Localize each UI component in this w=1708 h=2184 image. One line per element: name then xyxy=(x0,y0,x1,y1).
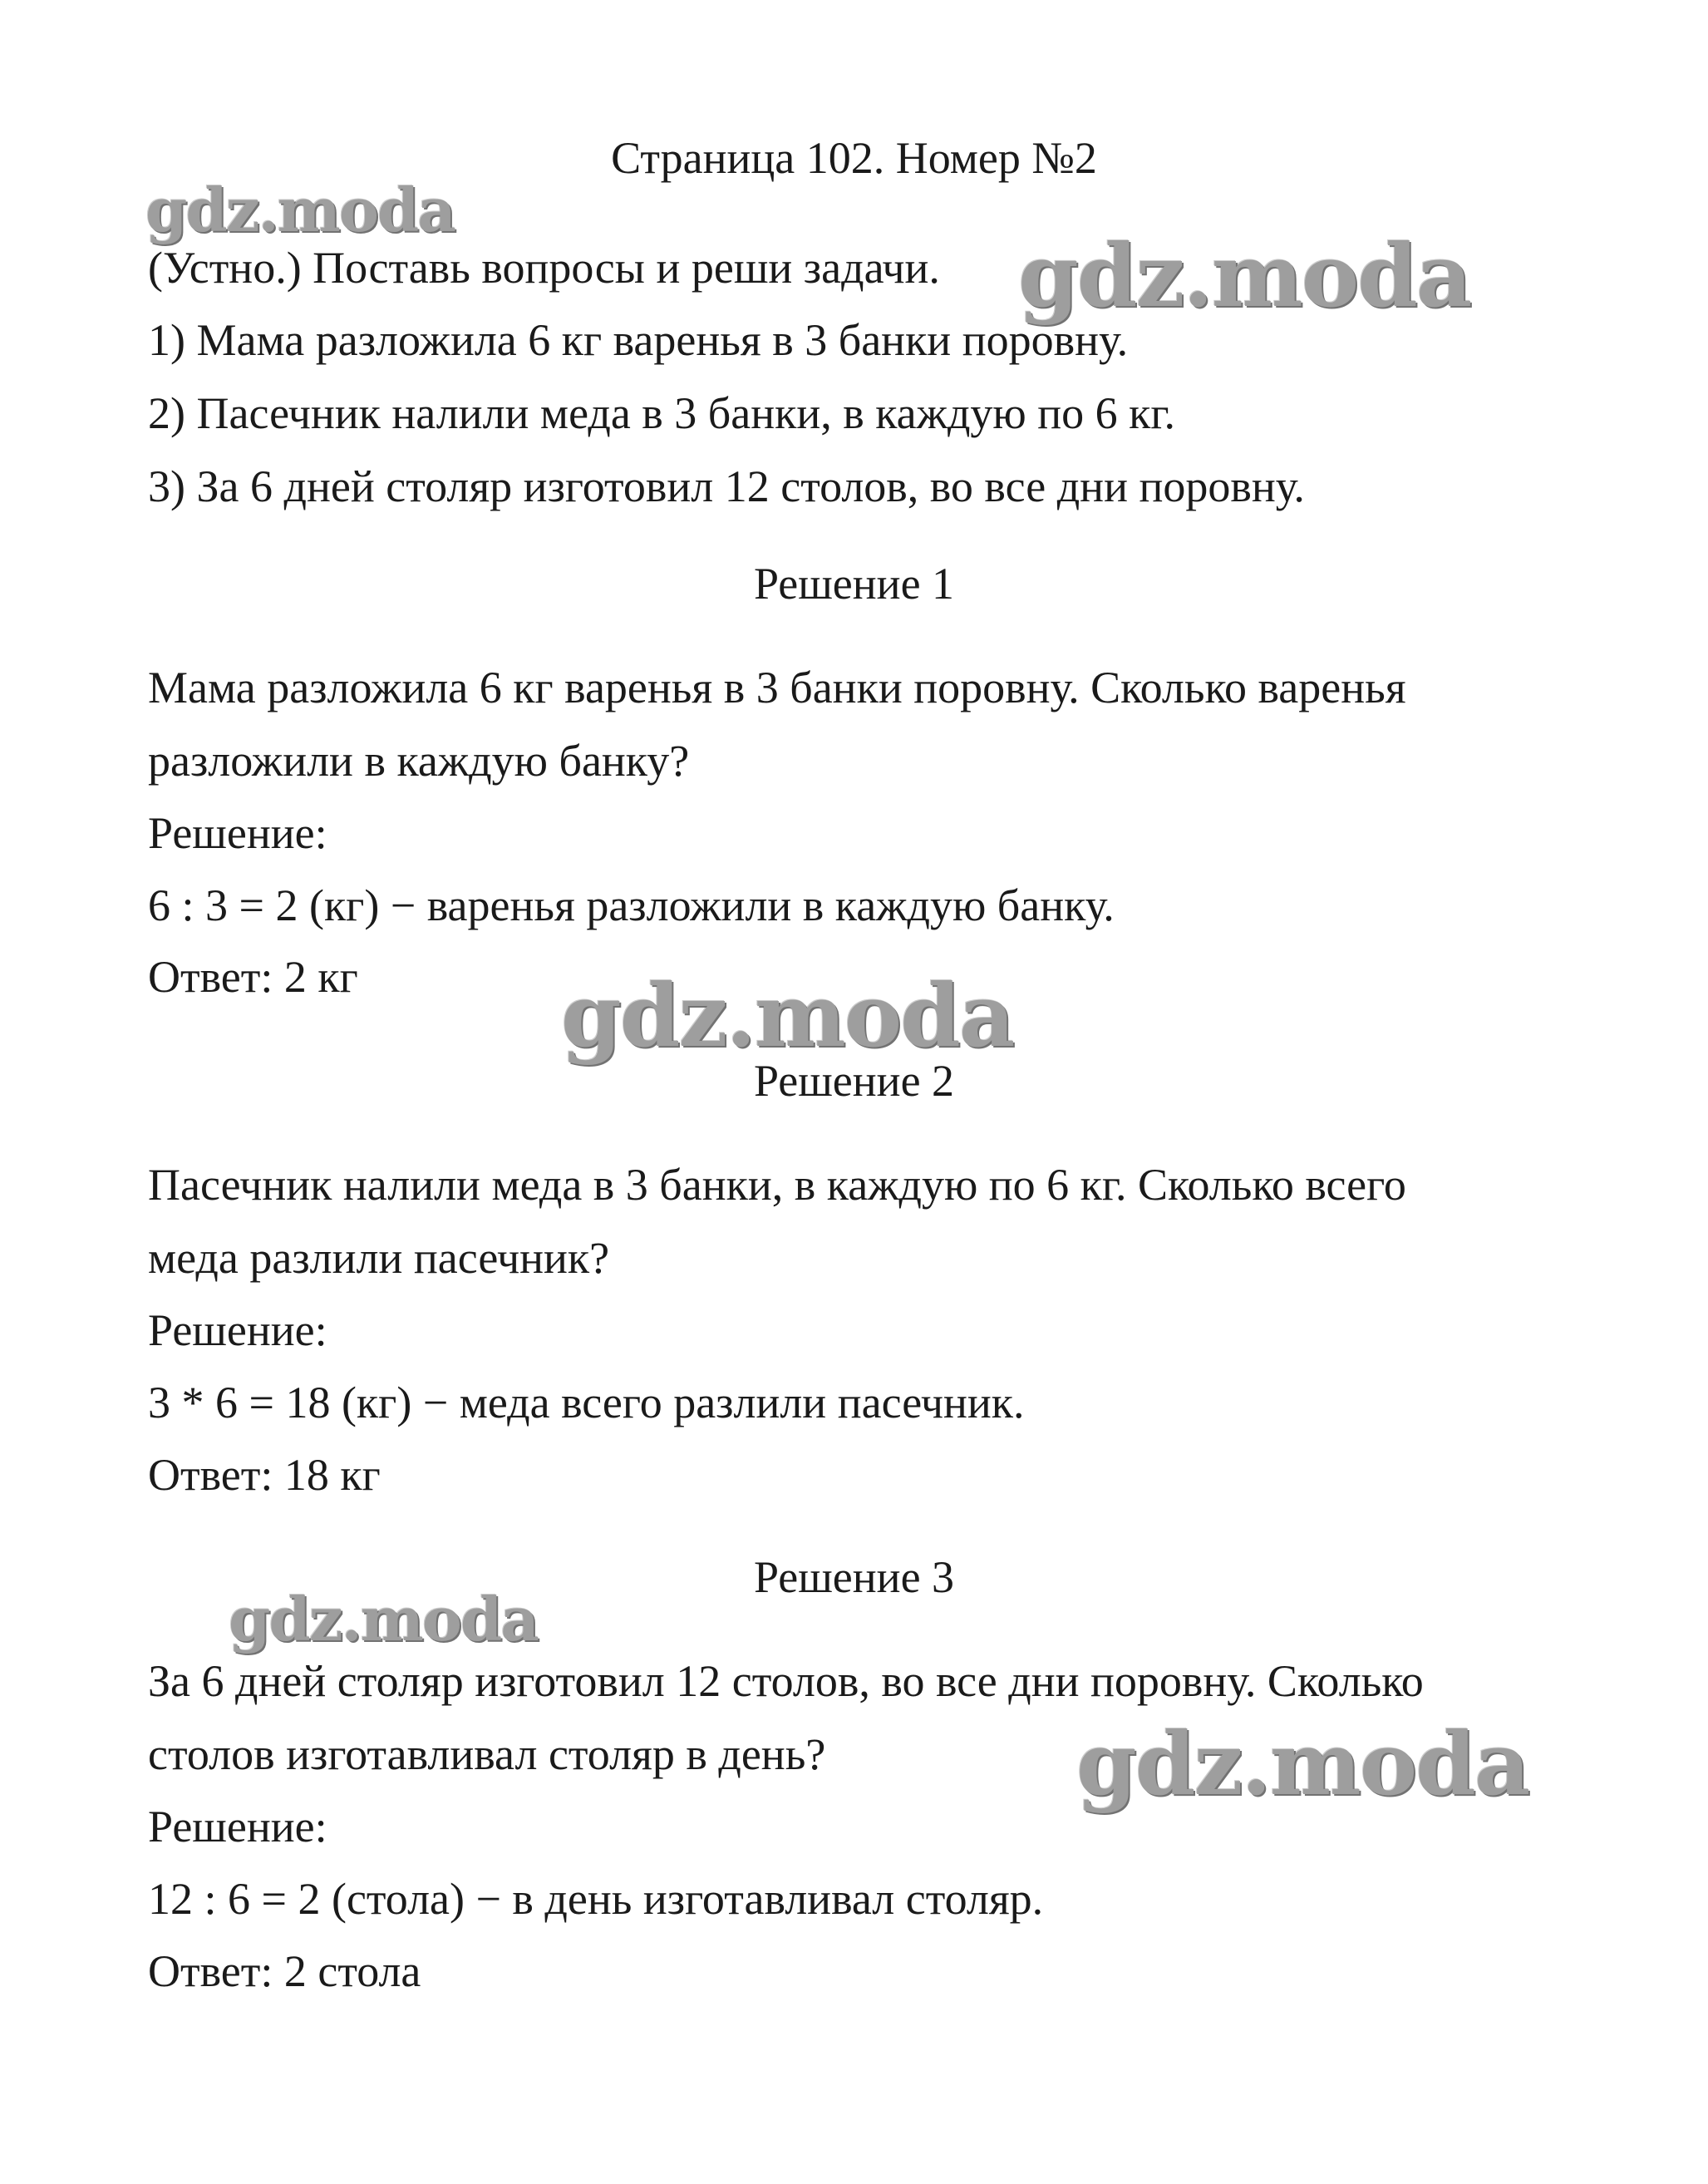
solution-1-question-line-1: Мама разложила 6 кг варенья в 3 банки поровну. Сколько варенья xyxy=(148,663,1406,712)
solution-1-question-line-2: разложили в каждую банку? xyxy=(148,736,690,786)
watermark-logo: gdz.moda xyxy=(1018,224,1471,327)
watermark-logo: gdz.moda xyxy=(1076,1713,1529,1815)
solution-1-heading: Решение 1 xyxy=(753,559,955,609)
solution-2-heading: Решение 2 xyxy=(753,1056,955,1106)
solution-3-label: Решение: xyxy=(148,1802,327,1851)
task-item-2: 2) Пасечник налили меда в 3 банки, в каждую по 6 кг. xyxy=(148,388,1175,438)
solution-3-answer: Ответ: 2 стола xyxy=(148,1946,421,1996)
solution-1-calc: 6 : 3 = 2 (кг) − варенья разложили в каждую банку. xyxy=(148,880,1115,930)
watermark-logo: gdz.moda xyxy=(561,964,1014,1067)
page-title: Страница 102. Номер №2 xyxy=(611,133,1097,183)
solution-3-question-line-1: За 6 дней столяр изготовил 12 столов, во все дни поровну. Сколько xyxy=(148,1656,1424,1706)
solution-1-answer: Ответ: 2 кг xyxy=(148,952,358,1002)
solution-2-question-line-2: меда разлили пасечник? xyxy=(148,1233,610,1283)
solution-2-answer: Ответ: 18 кг xyxy=(148,1450,381,1500)
watermark-logo: gdz.moda xyxy=(229,1584,538,1654)
solution-2-question-line-1: Пасечник налили меда в 3 банки, в каждую по 6 кг. Сколько всего xyxy=(148,1160,1406,1210)
task-intro: (Устно.) Поставь вопросы и реши задачи. xyxy=(148,243,940,293)
solution-3-question-line-2: столов изготавливал столяр в день? xyxy=(148,1729,826,1779)
solution-1-label: Решение: xyxy=(148,808,327,858)
solution-2-calc: 3 * 6 = 18 (кг) − меда всего разлили пасечник. xyxy=(148,1378,1025,1427)
watermark-logo: gdz.moda xyxy=(145,175,455,245)
task-item-3: 3) За 6 дней столяр изготовил 12 столов, во все дни поровну. xyxy=(148,461,1305,511)
solution-2-label: Решение: xyxy=(148,1305,327,1355)
task-item-1: 1) Мама разложила 6 кг варенья в 3 банки поровну. xyxy=(148,315,1129,365)
solution-3-heading: Решение 3 xyxy=(753,1552,955,1602)
solution-3-calc: 12 : 6 = 2 (стола) − в день изготавливал столяр. xyxy=(148,1874,1044,1924)
